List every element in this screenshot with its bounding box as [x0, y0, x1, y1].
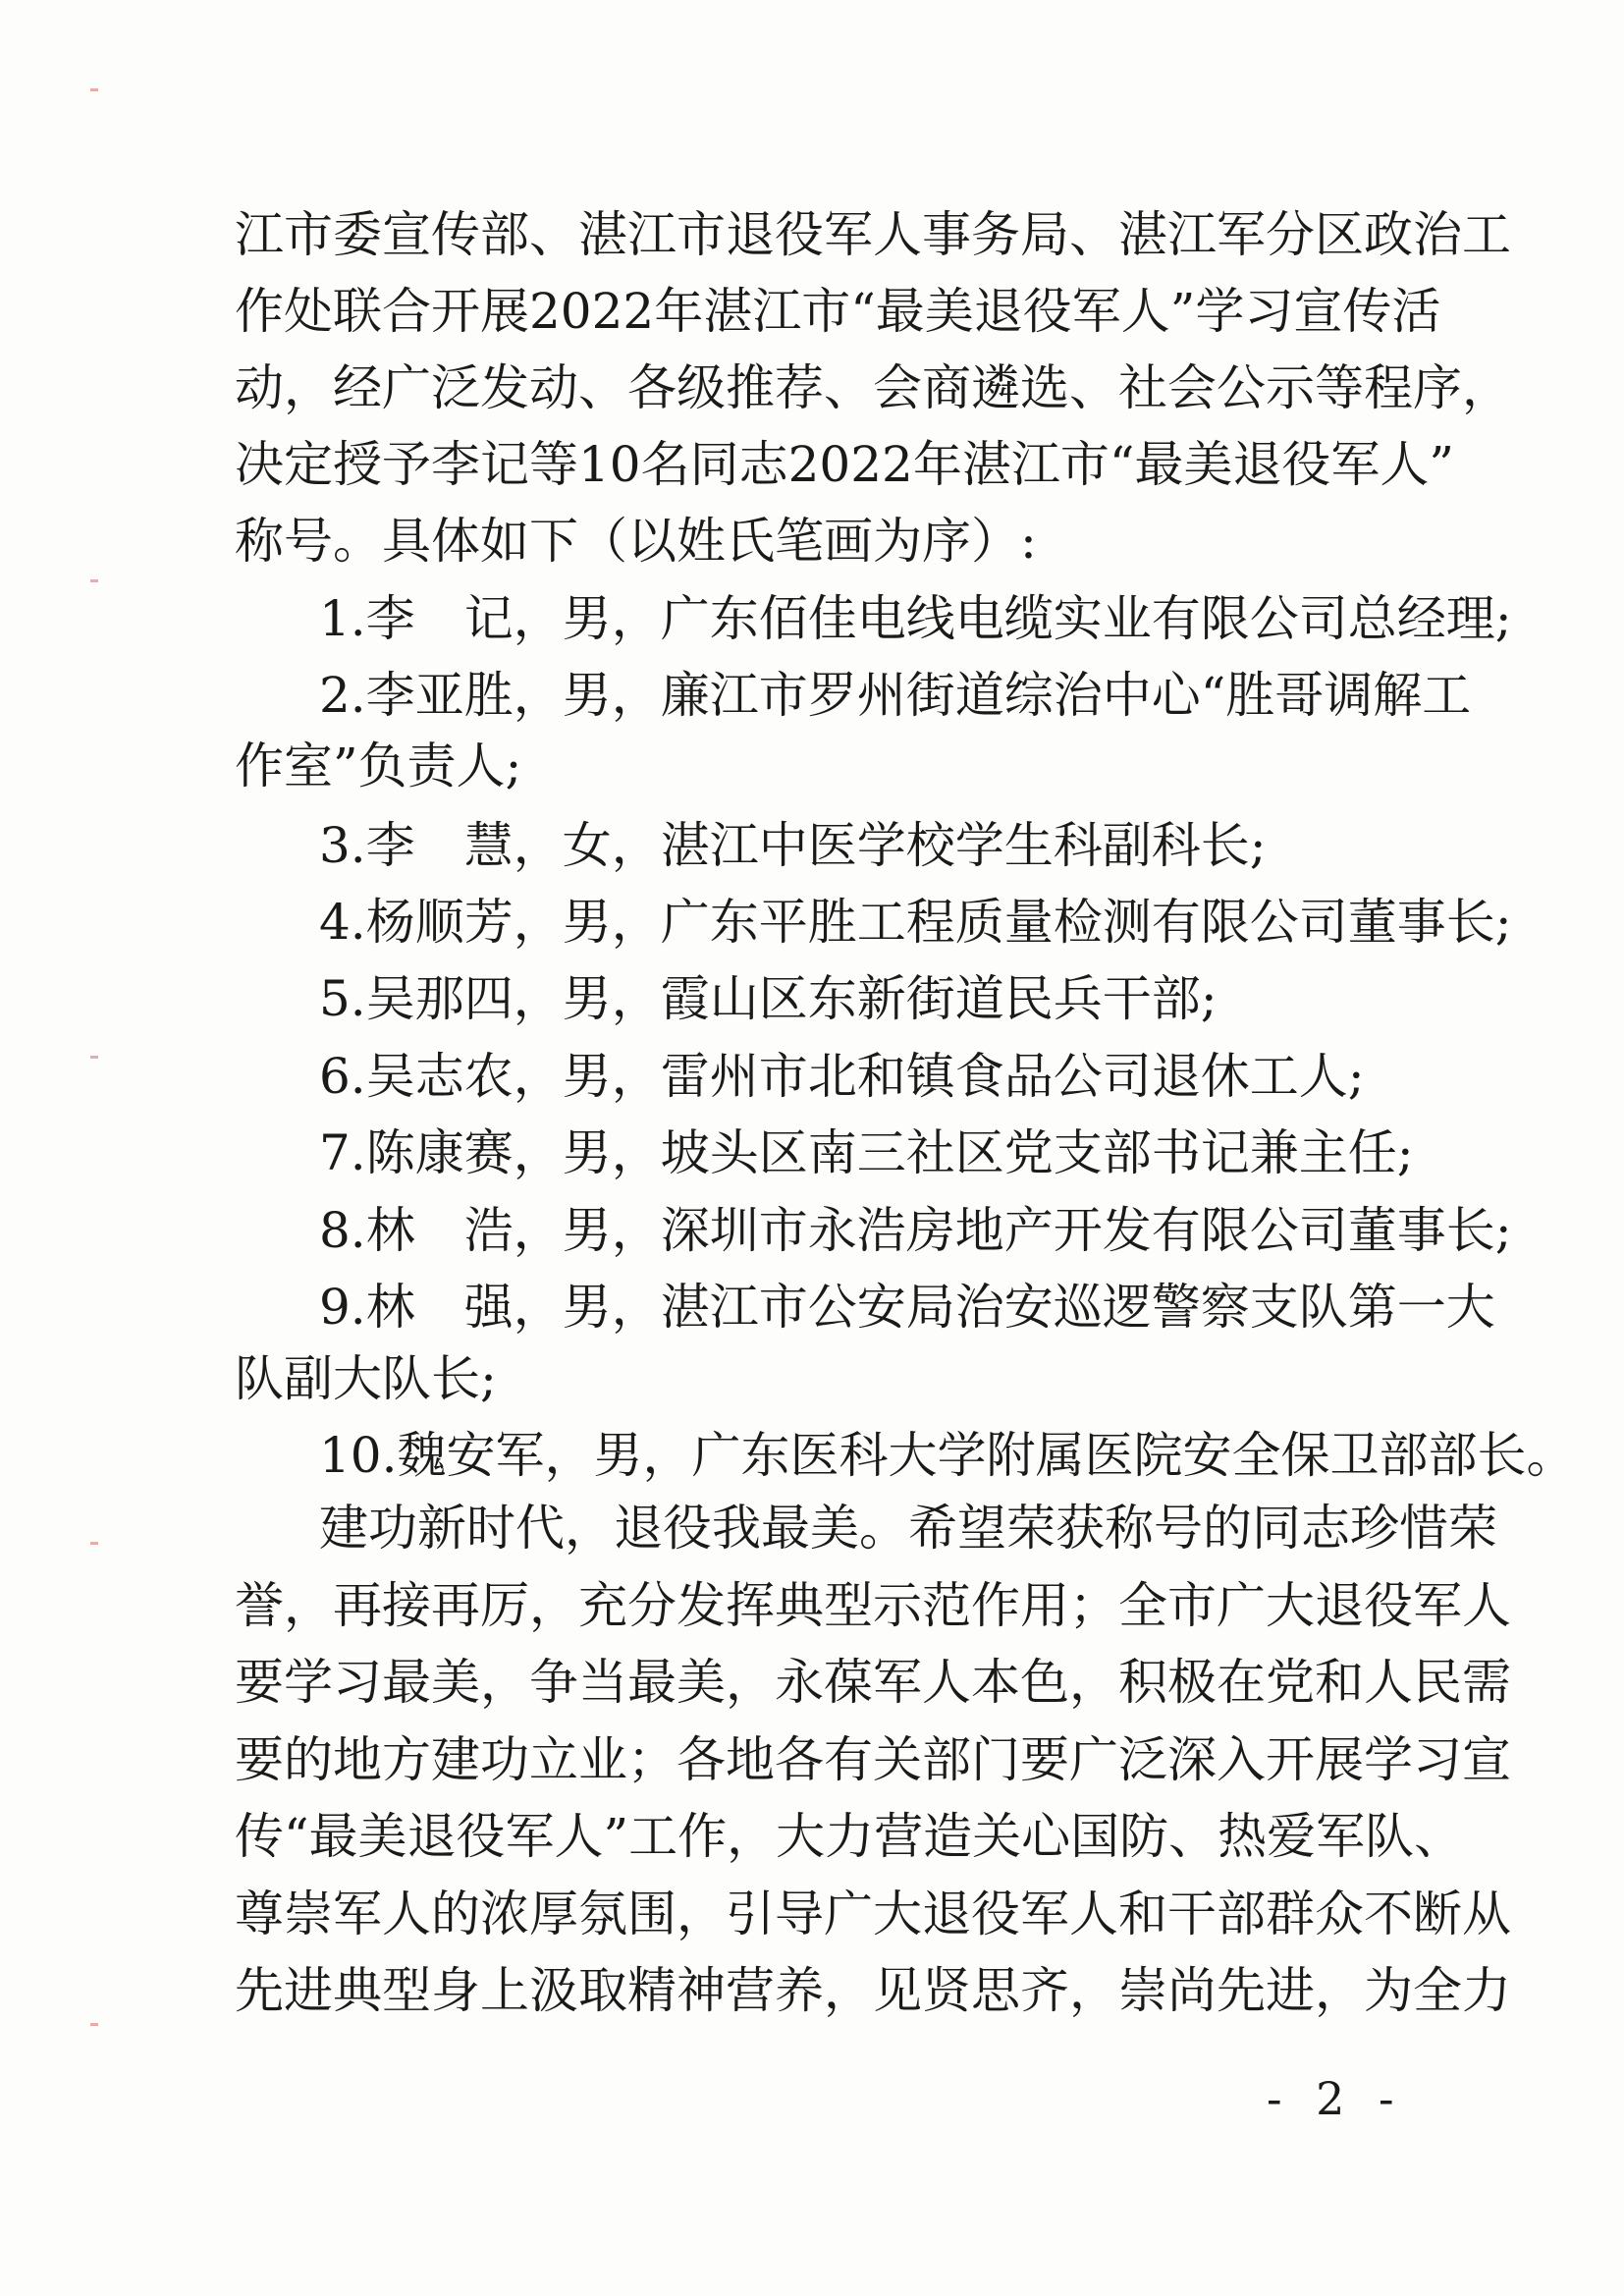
text-line: 决定授予李记等10名同志2022年湛江市“最美退役军人” — [235, 436, 1454, 493]
text-line: 尊崇军人的浓厚氛围，引导广大退役军人和干部群众不断从 — [235, 1886, 1511, 1942]
text-line: 9.林 强，男，湛江市公安局治安巡逻警察支队第一大 — [319, 1279, 1495, 1336]
text-line: 称号。具体如下（以姓氏笔画为序）: — [235, 513, 1037, 570]
text-line: 先进典型身上汲取精神营养，见贤思齐，崇尚先进，为全力 — [235, 1962, 1511, 2019]
page-number: - 2 - — [1267, 2072, 1404, 2125]
text-line: 要学习最美，争当最美，永葆军人本色，积极在党和人民需 — [235, 1654, 1511, 1711]
text-line: 动，经广泛发动、各级推荐、会商遴选、社会公示等程序， — [235, 359, 1511, 416]
scan-mark — [90, 1056, 98, 1059]
text-line: 2.李亚胜，男，廉江市罗州街道综治中心“胜哥调解工 — [319, 667, 1472, 724]
text-line: 传“最美退役军人”工作，大力营造关心国防、热爱军队、 — [235, 1808, 1464, 1865]
text-line: 誉，再接再厉，充分发挥典型示范作用；全市广大退役军人 — [235, 1577, 1511, 1634]
text-line: 作室”负责人; — [235, 738, 522, 794]
text-line: 3.李 慧，女，湛江中医学校学生科副科长; — [319, 817, 1267, 874]
text-line: 建功新时代，退役我最美。希望荣获称号的同志珍惜荣 — [319, 1500, 1497, 1557]
text-line: 1.李 记，男，广东佰佳电线电缆实业有限公司总经理; — [319, 590, 1512, 647]
text-line: 江市委宣传部、湛江市退役军人事务局、湛江军分区政治工 — [235, 206, 1511, 263]
text-line: 要的地方建功立业；各地各有关部门要广泛深入开展学习宣 — [235, 1731, 1511, 1788]
scan-mark — [90, 88, 98, 91]
text-line: 4.杨顺芳，男，广东平胜工程质量检测有限公司董事长; — [319, 894, 1512, 951]
text-line: 队副大队长; — [235, 1350, 497, 1407]
text-line: 作处联合开展2022年湛江市“最美退役军人”学习宣传活 — [235, 283, 1441, 340]
text-line: 5.吴那四，男，霞山区东新街道民兵干部; — [319, 970, 1218, 1027]
text-line: 8.林 浩，男，深圳市永浩房地产开发有限公司董事长; — [319, 1202, 1512, 1259]
text-line: 10.魏安军，男，广东医科大学附属医院安全保卫部部长。 — [319, 1427, 1576, 1484]
scan-mark — [90, 579, 98, 582]
text-line: 7.陈康赛，男，坡头区南三社区党支部书记兼主任; — [319, 1124, 1414, 1181]
scan-mark — [90, 2023, 98, 2026]
scan-mark — [90, 1542, 98, 1545]
text-line: 6.吴志农，男，雷州市北和镇食品公司退休工人; — [319, 1048, 1365, 1105]
